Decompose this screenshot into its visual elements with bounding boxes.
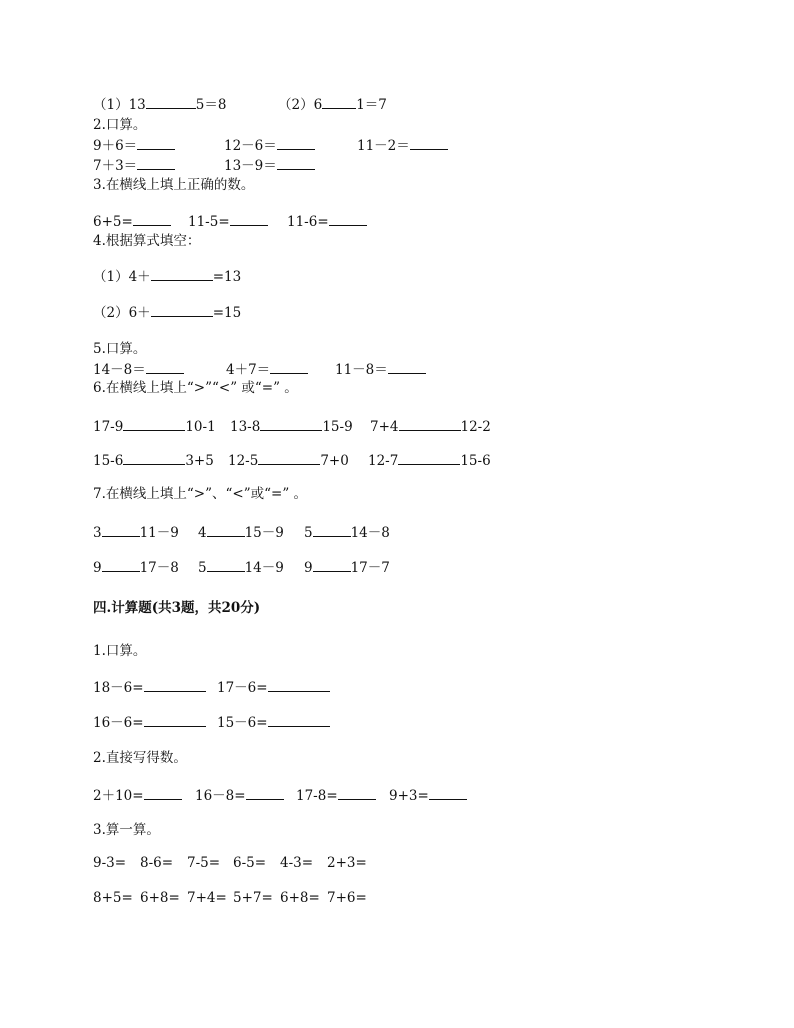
problem-item — [93, 787, 182, 804]
problem-item — [93, 157, 175, 174]
line-text — [280, 855, 313, 871]
line-text — [327, 855, 367, 871]
answer-blank[interactable] — [338, 787, 376, 800]
answer-blank[interactable] — [144, 679, 206, 692]
problem-text: 6+8= — [140, 890, 180, 906]
problem-text: 4.根据算式填空： — [93, 233, 201, 249]
problem-text: 2.口算。 — [93, 117, 147, 133]
answer-blank[interactable] — [102, 559, 140, 572]
problem-text: 5.口算。 — [93, 341, 147, 357]
answer-blank[interactable] — [277, 137, 315, 150]
problem-text: 18－6= — [93, 680, 144, 696]
problem-text: 5 — [304, 525, 313, 541]
answer-blank[interactable] — [268, 679, 330, 692]
answer-blank[interactable] — [329, 213, 367, 226]
problem-text-after: 17－8 — [139, 560, 179, 576]
problem-item — [278, 96, 387, 113]
answer-blank[interactable] — [258, 452, 320, 465]
problem-item — [217, 714, 330, 731]
problem-text: 13－9＝ — [224, 158, 277, 174]
line-text — [233, 855, 266, 871]
problem-text: 3.在横线上填上正确的数。 — [93, 177, 255, 193]
problem-text-after: 7+0 — [320, 453, 349, 469]
answer-blank[interactable] — [137, 157, 175, 170]
section-heading — [93, 600, 260, 616]
problem-item — [335, 361, 426, 378]
problem-text: 9 — [93, 560, 102, 576]
answer-blank[interactable] — [102, 524, 140, 537]
line-text — [187, 855, 220, 871]
problem-item — [287, 213, 367, 230]
problem-item — [357, 137, 448, 154]
problem-text: 2.直接写得数。 — [93, 750, 187, 766]
answer-blank[interactable] — [399, 418, 461, 431]
line-text — [93, 380, 298, 396]
problem-text: 6+8= — [280, 890, 320, 906]
line-text — [280, 890, 320, 906]
problem-text-after: 11－9 — [139, 525, 179, 541]
problem-item — [198, 559, 284, 576]
answer-blank[interactable] — [270, 361, 308, 374]
answer-blank[interactable] — [207, 559, 245, 572]
line-text — [327, 890, 367, 906]
answer-blank[interactable] — [277, 157, 315, 170]
problem-item — [304, 524, 390, 541]
problem-text: 7-5= — [187, 855, 221, 871]
problem-text-after: 14－9 — [244, 560, 284, 576]
problem-text: 5+7= — [233, 890, 273, 906]
answer-blank[interactable] — [230, 213, 268, 226]
problem-text: 2＋10= — [93, 788, 144, 804]
problem-text: 4-3= — [280, 855, 314, 871]
answer-blank[interactable] — [410, 137, 448, 150]
problem-text: 8+5= — [93, 890, 133, 906]
problem-text: 7＋3＝ — [93, 158, 138, 174]
problem-item — [93, 559, 179, 576]
answer-blank[interactable] — [313, 524, 351, 537]
problem-text: 5 — [198, 560, 207, 576]
problem-text: 四.计算题(共3题，共20分) — [93, 600, 261, 616]
problem-item — [93, 304, 241, 321]
problem-text: （2）6＋ — [93, 305, 151, 321]
problem-text: 4 — [198, 525, 207, 541]
problem-text: 6-5= — [233, 855, 267, 871]
problem-text: 17-9 — [93, 419, 124, 435]
line-text — [93, 750, 187, 766]
problem-text: 8-6= — [140, 855, 174, 871]
answer-blank[interactable] — [146, 96, 196, 109]
problem-item — [93, 524, 179, 541]
problem-text: 11-6= — [287, 214, 329, 230]
problem-item — [93, 714, 206, 731]
problem-text-after: 17－7 — [350, 560, 390, 576]
answer-blank[interactable] — [388, 361, 426, 374]
problem-item — [226, 361, 308, 378]
answer-blank[interactable] — [133, 213, 171, 226]
problem-item — [93, 418, 216, 435]
problem-item — [93, 137, 175, 154]
answer-blank[interactable] — [146, 361, 184, 374]
problem-text-after: 15-9 — [322, 419, 353, 435]
problem-text-after: =13 — [212, 269, 242, 285]
answer-blank[interactable] — [207, 524, 245, 537]
problem-item — [93, 452, 214, 469]
line-text — [187, 890, 227, 906]
problem-item — [93, 268, 241, 285]
problem-text-after: 15－9 — [244, 525, 284, 541]
problem-text: （1）4＋ — [93, 269, 151, 285]
line-text — [93, 177, 254, 193]
problem-text: （1）13 — [93, 97, 146, 113]
problem-item — [389, 787, 467, 804]
answer-blank[interactable] — [123, 452, 185, 465]
problem-text: 4＋7＝ — [226, 362, 271, 378]
line-text — [140, 855, 173, 871]
line-text — [140, 890, 180, 906]
problem-text: 1.口算。 — [93, 643, 147, 659]
problem-item — [93, 96, 226, 113]
line-text — [93, 486, 307, 502]
problem-text: 2+3= — [327, 855, 367, 871]
line-text — [93, 341, 146, 357]
answer-blank[interactable] — [398, 452, 460, 465]
problem-text-after: 15-6 — [460, 453, 491, 469]
problem-text-after: 14－8 — [350, 525, 390, 541]
problem-text: 3 — [93, 525, 102, 541]
problem-text: 11－2＝ — [357, 138, 410, 154]
problem-text: 7+4 — [370, 419, 399, 435]
line-text — [93, 822, 160, 838]
problem-text: 12－6＝ — [224, 138, 277, 154]
line-text — [93, 643, 146, 659]
problem-text: 11－8＝ — [335, 362, 388, 378]
answer-blank[interactable] — [260, 418, 322, 431]
answer-blank[interactable] — [151, 268, 213, 281]
problem-item — [93, 213, 171, 230]
answer-blank[interactable] — [123, 418, 185, 431]
problem-text-after: 12-2 — [460, 419, 491, 435]
problem-text: 12-5 — [228, 453, 259, 469]
line-text — [233, 890, 273, 906]
problem-text: 13-8 — [230, 419, 261, 435]
answer-blank[interactable] — [137, 137, 175, 150]
problem-item — [230, 418, 353, 435]
problem-item — [198, 524, 284, 541]
problem-item — [304, 559, 390, 576]
problem-text-after: 5＝8 — [195, 97, 227, 113]
problem-text: 15－6= — [217, 715, 268, 731]
answer-blank[interactable] — [246, 787, 284, 800]
problem-text: 9＋6＝ — [93, 138, 138, 154]
problem-text: 9 — [304, 560, 313, 576]
answer-blank[interactable] — [322, 96, 356, 109]
problem-text: 16－6= — [93, 715, 144, 731]
problem-text-after: 10-1 — [185, 419, 216, 435]
line-text — [93, 117, 146, 133]
line-text — [93, 855, 126, 871]
problem-text: 17-8= — [296, 788, 338, 804]
problem-item — [370, 418, 491, 435]
problem-text: 6+5= — [93, 214, 133, 230]
problem-text: 7.在横线上填上“>”、“<”或“=” 。 — [93, 486, 308, 502]
problem-text: 12-7 — [368, 453, 399, 469]
answer-blank[interactable] — [144, 787, 182, 800]
problem-item — [195, 787, 284, 804]
problem-text: 7+4= — [187, 890, 227, 906]
problem-text: 17－6= — [217, 680, 268, 696]
problem-item — [93, 361, 184, 378]
answer-blank[interactable] — [144, 714, 206, 727]
answer-blank[interactable] — [151, 304, 213, 317]
problem-item — [296, 787, 376, 804]
problem-text: 6.在横线上填上“>”“<” 或“=” 。 — [93, 380, 298, 396]
problem-item — [93, 679, 206, 696]
problem-item — [224, 137, 315, 154]
problem-text: 16－8= — [195, 788, 246, 804]
problem-item — [228, 452, 349, 469]
line-text — [93, 233, 200, 249]
answer-blank[interactable] — [313, 559, 351, 572]
problem-text: 14－8＝ — [93, 362, 146, 378]
problem-text: 9-3= — [93, 855, 127, 871]
problem-text-after: 3+5 — [185, 453, 214, 469]
problem-text: 7+6= — [327, 890, 367, 906]
answer-blank[interactable] — [268, 714, 330, 727]
problem-text: （2）6 — [278, 97, 323, 113]
problem-text-after: =15 — [212, 305, 242, 321]
problem-item — [224, 157, 315, 174]
problem-text: 3.算一算。 — [93, 822, 160, 838]
problem-item — [217, 679, 330, 696]
problem-text: 11-5= — [188, 214, 230, 230]
line-text — [93, 890, 133, 906]
problem-text: 15-6 — [93, 453, 124, 469]
problem-item — [188, 213, 268, 230]
problem-item — [368, 452, 491, 469]
problem-text: 9+3= — [389, 788, 429, 804]
answer-blank[interactable] — [429, 787, 467, 800]
problem-text-after: 1＝7 — [356, 97, 387, 113]
